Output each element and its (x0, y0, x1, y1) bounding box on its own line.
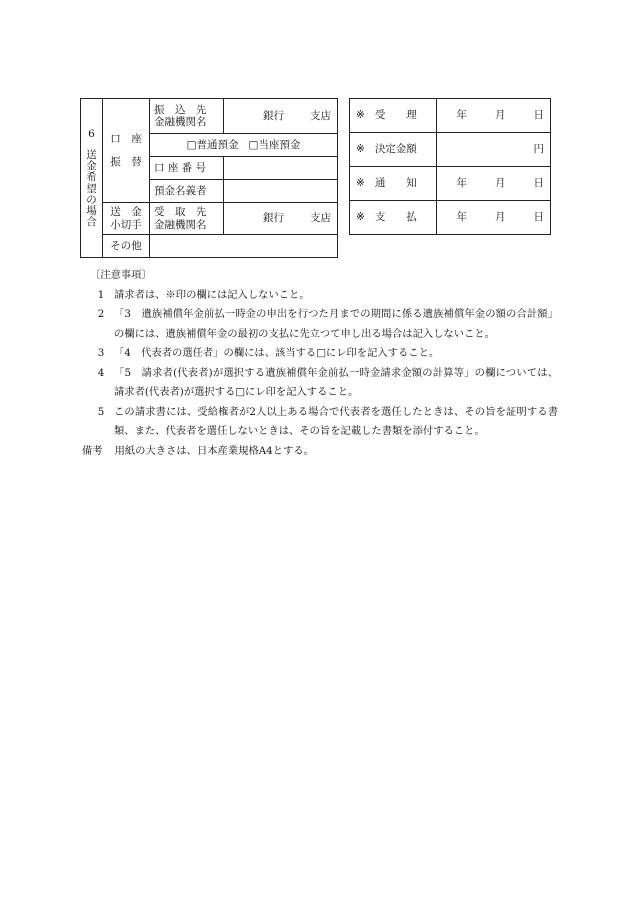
section-6-header (81, 99, 103, 258)
note-item: 1 請求者は、※印の欄には記入しないこと。 (97, 288, 310, 301)
receipt-label: ※ 受 理 (350, 99, 437, 133)
section-number: 6 (88, 128, 95, 141)
branch-unit: 支店 (310, 212, 331, 225)
bank-unit: 銀行 (263, 109, 284, 122)
transfer-bank-field[interactable] (224, 99, 338, 134)
payment-date-field[interactable]: 年 月 日 (437, 201, 551, 235)
checkbox-savings[interactable]: □普通預金 (186, 138, 239, 151)
note-item: 4 「5 請求者(代表者)が選択する遺族補償年金前払一時金請求金額の計算等」の欄については、請求者(代表者)が選択する□にレ印を記入すること。 (97, 366, 558, 398)
remark-label: 備考 (82, 444, 103, 457)
note-item: 2 「3 遺族補償年金前払一時金の申出を行つた月までの期間に係る遺族補償年金の額の合計額」の欄には、遺族補償年金の最初の支払に先立つて申し出る場合は記入しないこと。 (97, 308, 558, 340)
remark-text: 用紙の大きさは、日本産業規格A4とする。 (114, 444, 314, 457)
note-item: 3 「4 代表者の選任者」の欄には、該当する□にレ印を記入すること。 (97, 347, 440, 359)
decided-amount-field[interactable]: 円 (437, 133, 551, 167)
bank-unit: 銀行 (263, 212, 284, 225)
account-type-field[interactable] (150, 134, 338, 157)
notes-heading: 〔注意事項〕 (90, 269, 152, 281)
account-transfer-label: 口 座 振 替 (103, 99, 150, 203)
account-number-field[interactable] (224, 157, 338, 180)
office-use-table (349, 98, 551, 235)
notes-section (82, 266, 558, 461)
transfer-bank-label: 振 込 先 金融機関名 (150, 99, 224, 134)
account-holder-field[interactable] (224, 180, 338, 203)
remark (82, 442, 558, 462)
note-item: 5 この請求書には、受給権者が2人以上ある場合で代表者を選任したときは、その旨を証明する書類、また、代表者を選任しないときは、その旨を記載した書類を添付すること。 (97, 405, 558, 437)
account-holder-label: 預金名義者 (150, 180, 224, 203)
receipt-date-field[interactable]: 年 月 日 (437, 99, 551, 133)
remittance-table (80, 98, 338, 258)
checkbox-checking[interactable]: □当座預金 (248, 138, 301, 151)
notice-date-field[interactable]: 年 月 日 (437, 167, 551, 201)
section-title: 送 金 希 望 の 場 合 (86, 149, 97, 228)
other-field[interactable] (150, 235, 338, 258)
notice-label: ※ 通 知 (350, 167, 437, 201)
decided-amount-label: ※ 決定金額 (350, 133, 437, 167)
remittance-check-label: 送 金 小切手 (103, 203, 150, 235)
receiving-bank-label: 受 取 先 金融機関名 (150, 203, 224, 235)
account-number-label: 口 座 番 号 (150, 157, 224, 180)
other-label: その他 (103, 235, 150, 258)
payment-label: ※ 支 払 (350, 201, 437, 235)
receiving-bank-field[interactable] (224, 203, 338, 235)
branch-unit: 支店 (310, 109, 331, 122)
